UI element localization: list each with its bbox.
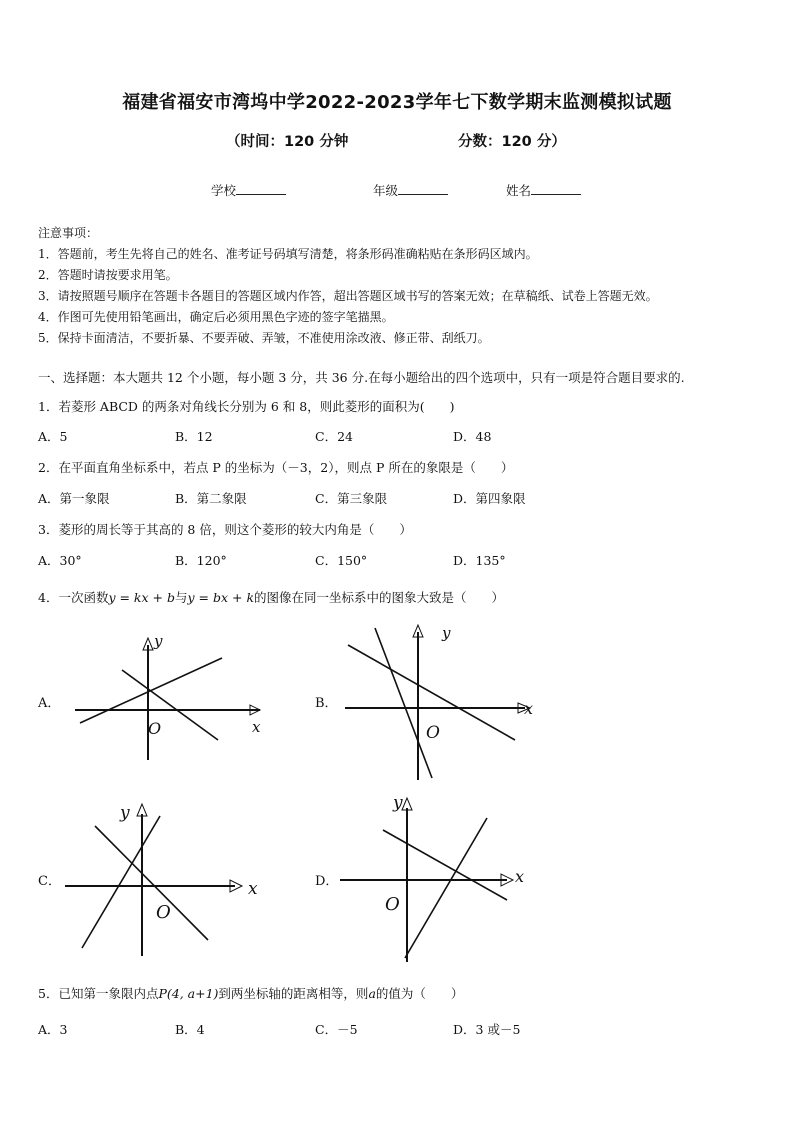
question-4-stem (38, 588, 504, 606)
q3-option-c: C．150° (315, 553, 368, 568)
graph-a (70, 630, 280, 780)
q5-option-b: B．4 (175, 1022, 205, 1037)
grade-blank (398, 182, 448, 195)
graph-d (335, 790, 550, 965)
x-axis-label: x (248, 879, 258, 899)
q5-stem-text: 的值为（ ） (375, 986, 464, 1001)
grade-field (373, 181, 448, 199)
line-2 (375, 628, 432, 778)
q3-option-b: B．120° (175, 553, 227, 568)
notice-item: 1．答题前，考生先将自己的姓名、准考证号码填写清楚，将条形码准确粘贴在条形码区域内。 (38, 247, 538, 261)
q2-option-a: A．第一象限 (38, 491, 110, 506)
line-1 (405, 818, 487, 958)
graph-b-label: B． (315, 696, 338, 711)
q5-option-d: D．3 或－5 (453, 1022, 521, 1037)
name-blank (531, 182, 581, 195)
notice-heading: 注意事项： (38, 226, 99, 240)
y-axis-label: y (442, 624, 451, 642)
q2-option-b: B．第二象限 (175, 491, 247, 506)
question-2-stem: 2．在平面直角坐标系中，若点 P 的坐标为（－3，2），则点 P 所在的象限是（ ） (38, 460, 514, 475)
origin-label: O (385, 894, 400, 915)
name-field (506, 181, 581, 199)
x-axis-label: x (515, 867, 525, 886)
graph-b (340, 620, 550, 785)
y-axis-label: y (154, 632, 163, 650)
question-5-stem (38, 984, 463, 1002)
q1-option-a: A．5 (38, 429, 68, 444)
x-axis-label: x (252, 718, 261, 736)
q4-stem-text: 与 (174, 590, 188, 605)
graph-c-label: C． (38, 874, 61, 889)
q2-option-d: D．第四象限 (453, 491, 526, 506)
notice-item: 4．作图可先使用铅笔画出，确定后必须用黑色字迹的签字笔描黑。 (38, 310, 394, 324)
q3-option-d: D．135° (453, 553, 506, 568)
q1-option-b: B．12 (175, 429, 213, 444)
q5-option-c: C．－5 (315, 1022, 358, 1037)
name-label: 姓名 (506, 183, 532, 198)
school-blank (236, 182, 286, 195)
origin-label: O (426, 723, 440, 743)
grade-label: 年级 (373, 183, 399, 198)
q5-variable: a (368, 986, 376, 1001)
exam-score: 分数：120 分） (458, 134, 566, 150)
notice-item: 2．答题时请按要求用笔。 (38, 268, 178, 282)
question-1-stem: 1．若菱形 ABCD 的两条对角线长分别为 6 和 8，则此菱形的面积为( ) (38, 399, 455, 414)
q5-point: P(4, a+1) (158, 986, 219, 1001)
graph-a-label: A． (38, 696, 61, 711)
q2-option-c: C．第三象限 (315, 491, 388, 506)
school-field (211, 181, 286, 199)
q1-option-d: D．48 (453, 429, 492, 444)
q3-option-a: A．30° (38, 553, 82, 568)
q4-stem-text: 的图像在同一坐标系中的图象大致是（ ） (254, 590, 505, 605)
q1-option-c: C．24 (315, 429, 353, 444)
school-label: 学校 (211, 183, 237, 198)
line-2 (95, 826, 208, 940)
graph-c (60, 798, 275, 960)
line-2 (122, 670, 218, 740)
q4-equation-1: y = kx + b (108, 590, 175, 605)
q4-stem-text: 4．一次函数 (38, 590, 109, 605)
q5-stem-text: 5．已知第一象限内点 (38, 986, 159, 1001)
question-3-stem: 3．菱形的周长等于其高的 8 倍，则这个菱形的较大内角是（ ） (38, 522, 412, 537)
page-title: 福建省福安市湾坞中学2022-2023学年七下数学期末监测模拟试题 (122, 92, 672, 113)
q5-option-a: A．3 (38, 1022, 68, 1037)
notice-item: 3．请按照题号顺序在答题卡各题目的答题区域内作答，超出答题区域书写的答案无效；在草稿纸、试卷上答题无效。 (38, 289, 658, 303)
q5-stem-text: 到两坐标轴的距离相等，则 (218, 986, 369, 1001)
y-axis-label: y (120, 803, 130, 823)
y-axis-label: y (393, 793, 403, 813)
x-axis-label: x (524, 699, 534, 718)
notice-item: 5．保持卡面清洁，不要折暴、不要弄破、弄皱，不准使用涂改液、修正带、刮纸刀。 (38, 331, 490, 345)
section-heading: 一、选择题：本大题共 12 个小题，每小题 3 分，共 36 分.在每小题给出的四个选项中，只有一项是符合题目要求的. (38, 370, 685, 385)
origin-label: O (148, 719, 162, 738)
line-1 (82, 816, 160, 948)
origin-label: O (156, 902, 171, 923)
exam-time: （时间：120 分钟 (226, 134, 349, 150)
graph-d-label: D． (315, 874, 339, 889)
q4-equation-2: y = bx + k (187, 590, 255, 605)
